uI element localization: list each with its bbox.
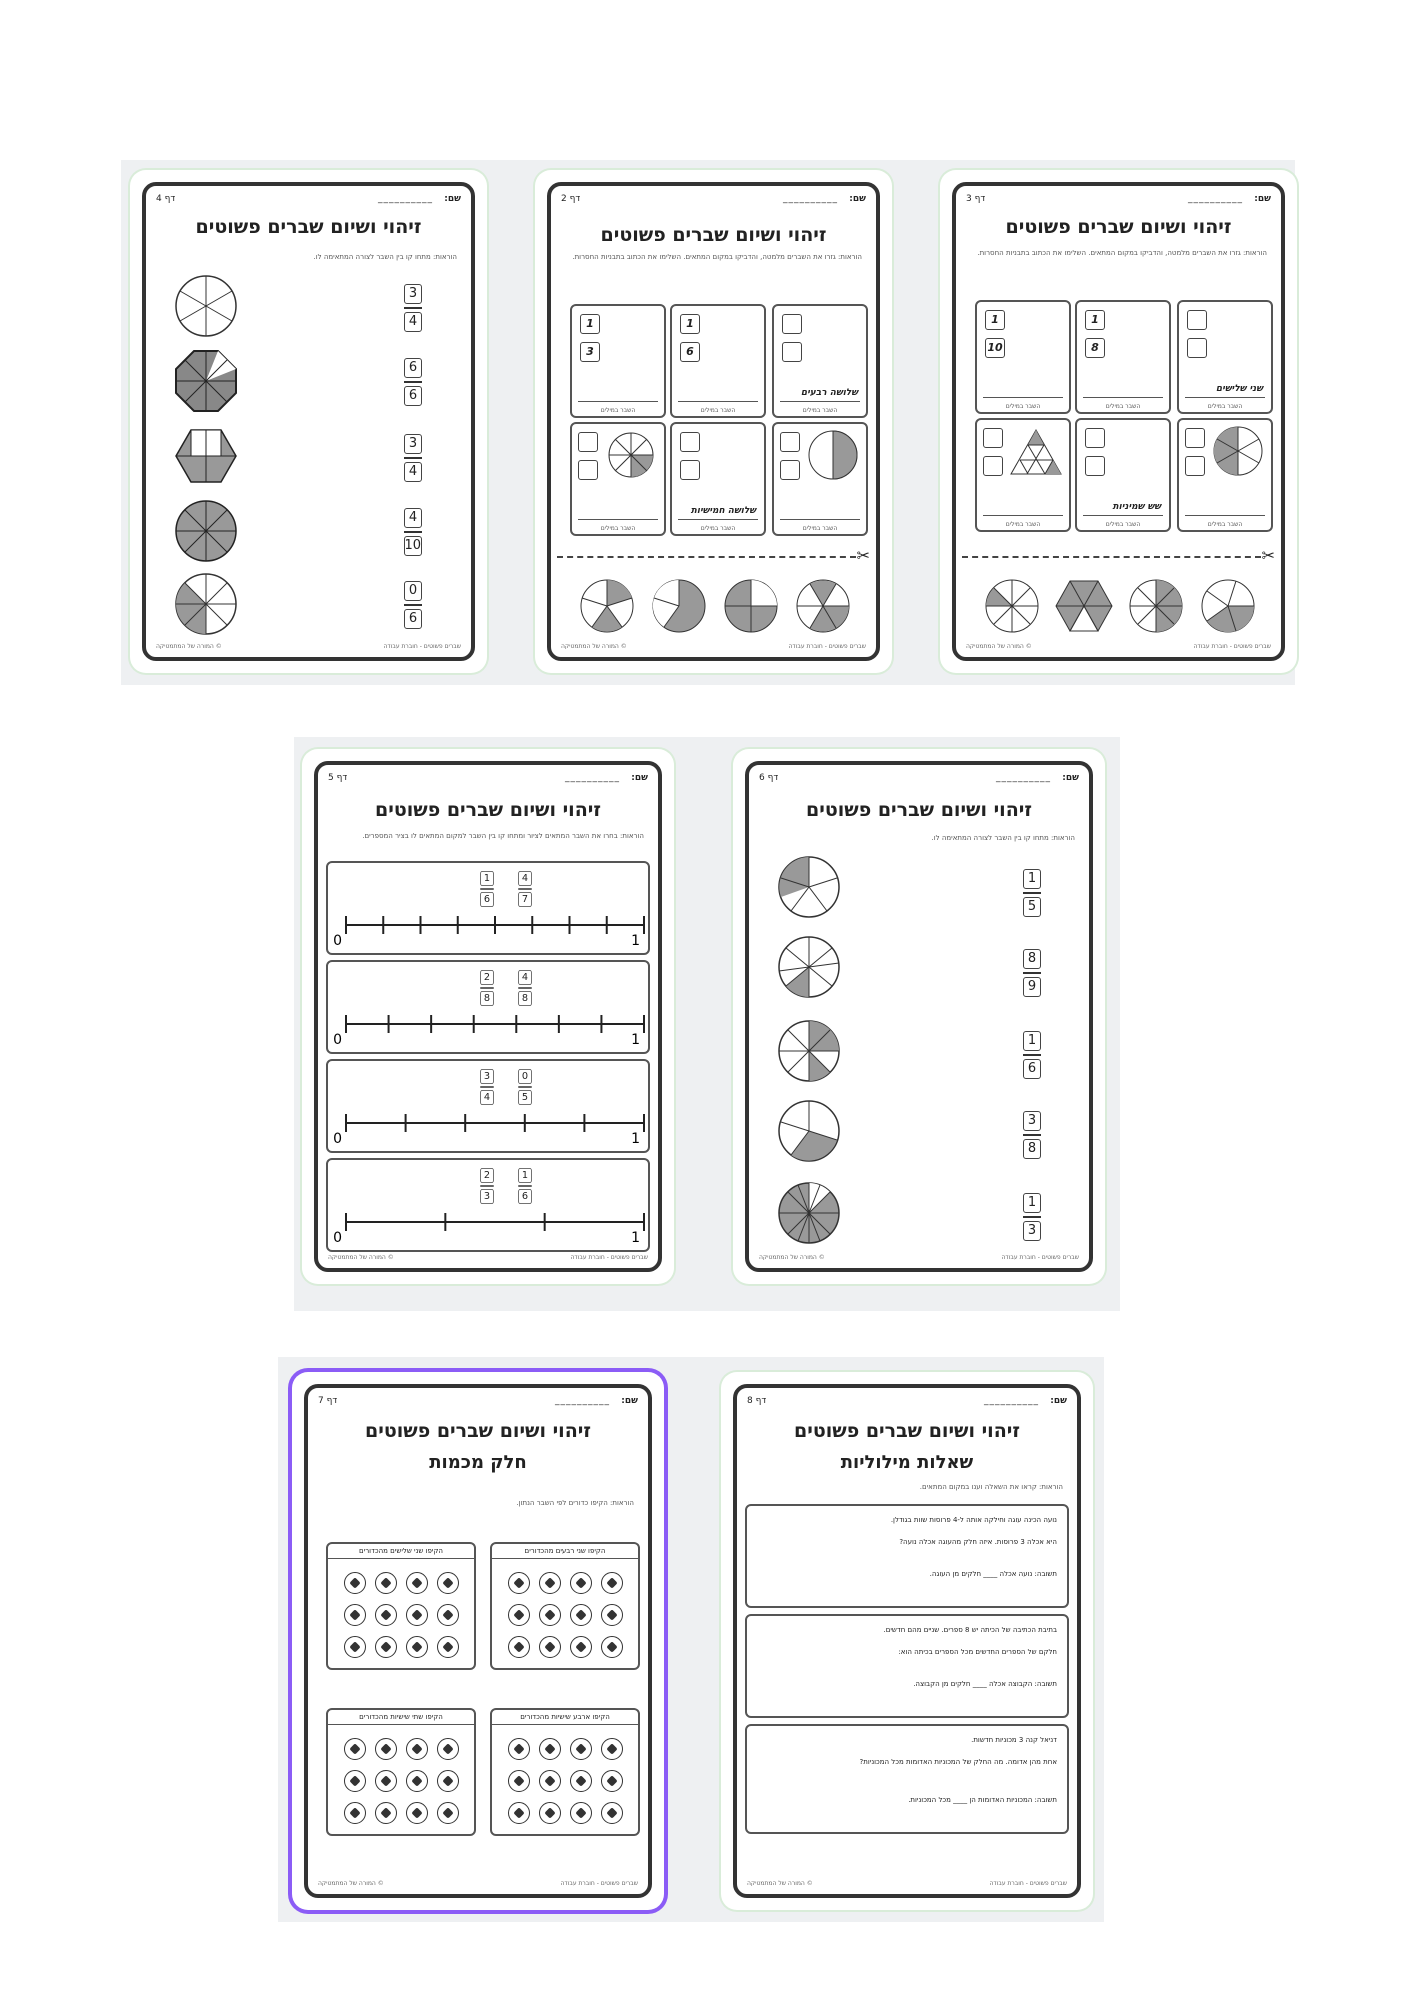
label-one: 1: [631, 1230, 640, 1244]
fraction-choice: 1 6: [518, 1168, 532, 1204]
worksheet-instruction: הוראות: בחרו את השבר המתאים לציור ומתחו קו בין השבר למקום המתאים לו בציר המספרים.: [362, 832, 644, 840]
fraction-3: 1 6: [1023, 1031, 1041, 1079]
soccer-ball-icon: [375, 1636, 397, 1658]
worksheet-page: [142, 182, 475, 661]
answer-cell: שלושה חמישיות השבר במילים: [670, 422, 766, 536]
soccer-ball-icon: [508, 1738, 530, 1760]
answer-cell: 1 8 השבר במילים: [1075, 300, 1171, 414]
soccer-ball-icon: [344, 1572, 366, 1594]
label-zero: 0: [333, 933, 342, 947]
fraction-choice: 1 6: [480, 871, 494, 907]
worksheet-instruction: הוראות: גזרו את השברים מלמטה, והדביקו במקום המתאים. השלימו את הכתוב בתבניות החסרות.: [977, 249, 1267, 257]
ball-box: [326, 1542, 476, 1670]
fraction-3: 3 4: [404, 434, 422, 482]
fraction-shapes: [749, 851, 1093, 1251]
soccer-ball-icon: [375, 1802, 397, 1824]
worksheet-title: זיהוי ושיום שברים פשוטים: [806, 799, 1032, 821]
ball-box: [490, 1542, 640, 1670]
soccer-ball-icon: [508, 1636, 530, 1658]
soccer-ball-icon: [437, 1636, 459, 1658]
answer-cell: 1 6 השבר במילים: [670, 304, 766, 418]
hexagon-shape: [176, 430, 236, 482]
question-box-1: נועה הכינה עוגה וחילקה אותה ל-4 פרוסות שוות בגודלן. היא אכלה 3 פרוסות. איזה חלק מהעוגה אכלה נועה? תשובה: נועה אכלה ____ חלקים מן העוגה.: [745, 1504, 1069, 1608]
worksheet-instruction: הוראות: מתחו קו בין השבר לצורה המתאימה לו.: [313, 253, 457, 261]
number-line-section: [326, 1059, 650, 1153]
soccer-ball-icon: [508, 1572, 530, 1594]
fraction-choice: 3 4: [480, 1069, 494, 1105]
worksheet-page: [304, 1384, 652, 1898]
worksheet-header: שם: __________ דף 5: [328, 773, 648, 783]
worksheet-title: זיהוי ושיום שברים פשוטים: [1005, 216, 1232, 238]
worksheet-header: שם: __________ דף 4: [156, 194, 461, 204]
fraction-2: 6 6: [404, 358, 422, 406]
label-zero: 0: [333, 1131, 342, 1145]
worksheet-page: [952, 182, 1285, 661]
answer-cell: השבר במילים: [975, 418, 1071, 532]
fraction-choice: 0 5: [518, 1069, 532, 1105]
worksheet-thumbnail-1[interactable]: [130, 170, 487, 673]
soccer-ball-icon: [406, 1770, 428, 1792]
fraction-shapes: [146, 266, 475, 661]
answer-cell: 1 10 השבר במילים: [975, 300, 1071, 414]
fraction-4: 3 8: [1023, 1111, 1041, 1159]
number-line: [328, 1105, 658, 1145]
fraction-choice: 2 8: [480, 970, 494, 1006]
number-line: [328, 1204, 658, 1244]
cut-line: [557, 556, 856, 558]
answer-cell: שלושה רבעים השבר במילים: [772, 304, 868, 418]
worksheet-page: [547, 182, 880, 661]
soccer-ball-icon: [539, 1604, 561, 1626]
worksheet-footer: שברים פשוטים - חוברת עבודה © המורה של המתמטיקה: [318, 1880, 638, 1887]
soccer-ball-icon: [570, 1572, 592, 1594]
fraction-2: 8 9: [1023, 949, 1041, 997]
answer-cell: השבר במילים: [772, 422, 868, 536]
worksheet-footer: שברים פשוטים - חוברת עבודה © המורה של המתמטיקה: [759, 1254, 1079, 1261]
soccer-ball-icon: [437, 1802, 459, 1824]
label-zero: 0: [333, 1230, 342, 1244]
soccer-ball-icon: [570, 1802, 592, 1824]
soccer-ball-icon: [601, 1770, 623, 1792]
worksheet-title: זיהוי ושיום שברים פשוטים: [794, 1420, 1020, 1442]
cutout-shapes: [551, 574, 880, 644]
soccer-ball-icon: [344, 1802, 366, 1824]
fraction-5: 0 6: [404, 581, 422, 629]
question-box-3: דניאל קנה 3 מכוניות חדשות. אחת מהן אדומה. מה החלק של המכוניות האדומות מכל המכוניות? תשובה: המכוניות האדומות הן ____ מכל המכוניות.: [745, 1724, 1069, 1834]
worksheet-header: שם: __________ דף 6: [759, 773, 1079, 783]
soccer-ball-icon: [437, 1604, 459, 1626]
octagon-shape: [176, 351, 236, 411]
soccer-ball-icon: [539, 1770, 561, 1792]
worksheet-footer: שברים פשוטים - חוברת עבודה © המורה של המתמטיקה: [561, 643, 866, 650]
circle-shape-3: [176, 574, 236, 634]
fraction-choice: 4 8: [518, 970, 532, 1006]
circle-shape-2: [176, 501, 236, 561]
fraction-4: 4 10: [404, 508, 422, 556]
fraction-choice: 4 7: [518, 871, 532, 907]
soccer-ball-icon: [344, 1604, 366, 1626]
ball-box-title: הקיפו שתי שישיות מהכדורים: [328, 1713, 474, 1725]
soccer-ball-icon: [570, 1636, 592, 1658]
ball-box: [490, 1708, 640, 1836]
soccer-ball-icon: [437, 1770, 459, 1792]
soccer-ball-icon: [406, 1604, 428, 1626]
worksheet-title: זיהוי ושיום שברים פשוטים: [365, 1420, 591, 1442]
soccer-ball-icon: [437, 1572, 459, 1594]
soccer-ball-icon: [601, 1738, 623, 1760]
worksheet-subtitle: שאלות מילוליות: [840, 1452, 974, 1473]
ball-box-title: הקיפו ארבע שישיות מהכדורים: [492, 1713, 638, 1725]
fraction-choice: 2 3: [480, 1168, 494, 1204]
soccer-ball-icon: [601, 1572, 623, 1594]
label-one: 1: [631, 1032, 640, 1046]
soccer-ball-icon: [601, 1636, 623, 1658]
soccer-ball-icon: [406, 1738, 428, 1760]
soccer-ball-icon: [406, 1572, 428, 1594]
soccer-ball-icon: [508, 1802, 530, 1824]
soccer-ball-icon: [539, 1572, 561, 1594]
worksheet-thumbnail-5[interactable]: [733, 749, 1105, 1284]
soccer-ball-icon: [539, 1636, 561, 1658]
worksheet-footer: שברים פשוטים - חוברת עבודה © המורה של המתמטיקה: [747, 1880, 1067, 1887]
cut-line: [962, 556, 1261, 558]
worksheet-footer: שברים פשוטים - חוברת עבודה © המורה של המתמטיקה: [966, 643, 1271, 650]
scissors-icon: ✂: [1261, 546, 1275, 565]
worksheet-footer: שברים פשוטים - חוברת עבודה © המורה של המתמטיקה: [328, 1254, 648, 1261]
soccer-ball-icon: [406, 1636, 428, 1658]
soccer-ball-icon: [508, 1770, 530, 1792]
soccer-ball-icon: [375, 1572, 397, 1594]
worksheet-instruction: הוראות: הקיפו כדורים לפי השבר הנתון.: [516, 1499, 634, 1507]
soccer-ball-icon: [570, 1604, 592, 1626]
soccer-ball-icon: [539, 1802, 561, 1824]
answer-cell: השבר במילים: [1177, 418, 1273, 532]
worksheet-page: [745, 761, 1093, 1272]
worksheet-title: זיהוי ושיום שברים פשוטים: [600, 224, 827, 246]
worksheet-header: שם: __________ דף 7: [318, 1396, 638, 1406]
soccer-ball-icon: [437, 1738, 459, 1760]
number-line: [328, 1006, 658, 1046]
answer-cell: 1 3 השבר במילים: [570, 304, 666, 418]
soccer-ball-icon: [406, 1802, 428, 1824]
soccer-ball-icon: [344, 1770, 366, 1792]
number-line-section: [326, 960, 650, 1054]
worksheet-title: זיהוי ושיום שברים פשוטים: [375, 799, 601, 821]
soccer-ball-icon: [375, 1738, 397, 1760]
circle-shape-1: [176, 276, 236, 336]
soccer-ball-icon: [601, 1604, 623, 1626]
worksheet-instruction: הוראות: מתחו קו בין השבר לצורה המתאימה לו.: [931, 834, 1075, 842]
fraction-1: 1 5: [1023, 869, 1041, 917]
cutout-shapes: [956, 574, 1285, 644]
number-line-section: [326, 861, 650, 955]
fraction-1: 3 4: [404, 284, 422, 332]
ball-box-title: הקיפו שני שלישים מהכדורים: [328, 1547, 474, 1559]
number-line-section: [326, 1158, 650, 1252]
fraction-5: 1 3: [1023, 1193, 1041, 1241]
answer-cell: השבר במילים: [570, 422, 666, 536]
worksheet-thumbnail-2[interactable]: [535, 170, 892, 673]
soccer-ball-icon: [508, 1604, 530, 1626]
answer-cell: שש שמיניות השבר במילים: [1075, 418, 1171, 532]
answer-cell: שני שלישים השבר במילים: [1177, 300, 1273, 414]
worksheet-instruction: הוראות: גזרו את השברים מלמטה, והדביקו במקום המתאים. השלימו את הכתוב בתבניות החסרות.: [572, 253, 862, 261]
label-one: 1: [631, 1131, 640, 1145]
soccer-ball-icon: [344, 1636, 366, 1658]
soccer-ball-icon: [601, 1802, 623, 1824]
worksheet-header: שם: __________ דף 8: [747, 1396, 1067, 1406]
worksheet-instruction: הוראות: קראו את השאלה וענו במקום המתאים.: [919, 1483, 1063, 1491]
worksheet-subtitle: חלק מכמות: [429, 1452, 527, 1473]
label-zero: 0: [333, 1032, 342, 1046]
scissors-icon: ✂: [856, 546, 870, 565]
label-one: 1: [631, 933, 640, 947]
soccer-ball-icon: [344, 1738, 366, 1760]
worksheet-thumbnail-3[interactable]: [940, 170, 1297, 673]
ball-box-title: הקיפו שני רבעים מהכדורים: [492, 1547, 638, 1559]
number-line: [328, 907, 658, 947]
soccer-ball-icon: [570, 1770, 592, 1792]
worksheet-page: [733, 1384, 1081, 1898]
worksheet-header: שם: __________ דף 3: [966, 194, 1271, 204]
ball-box: [326, 1708, 476, 1836]
soccer-ball-icon: [375, 1770, 397, 1792]
worksheet-page: [314, 761, 662, 1272]
worksheet-thumbnail-7[interactable]: [721, 1372, 1093, 1910]
worksheet-thumbnail-6[interactable]: [292, 1372, 664, 1910]
worksheet-header: שם: __________ דף 2: [561, 194, 866, 204]
soccer-ball-icon: [375, 1604, 397, 1626]
soccer-ball-icon: [539, 1738, 561, 1760]
question-box-2: בתיבת הכתיבה של הכיתה יש 8 ספרים. שניים מהם חדשים. חלקם של הספרים החדשים מכל הספרים בכיתה הוא: תשובה: הקבוצה אכלה ____ חלקים מן הקבוצה.: [745, 1614, 1069, 1718]
worksheet-footer: שברים פשוטים - חוברת עבודה © המורה של המתמטיקה: [156, 643, 461, 650]
soccer-ball-icon: [570, 1738, 592, 1760]
worksheet-thumbnail-4[interactable]: [302, 749, 674, 1284]
worksheet-title: זיהוי ושיום שברים פשוטים: [195, 216, 422, 238]
